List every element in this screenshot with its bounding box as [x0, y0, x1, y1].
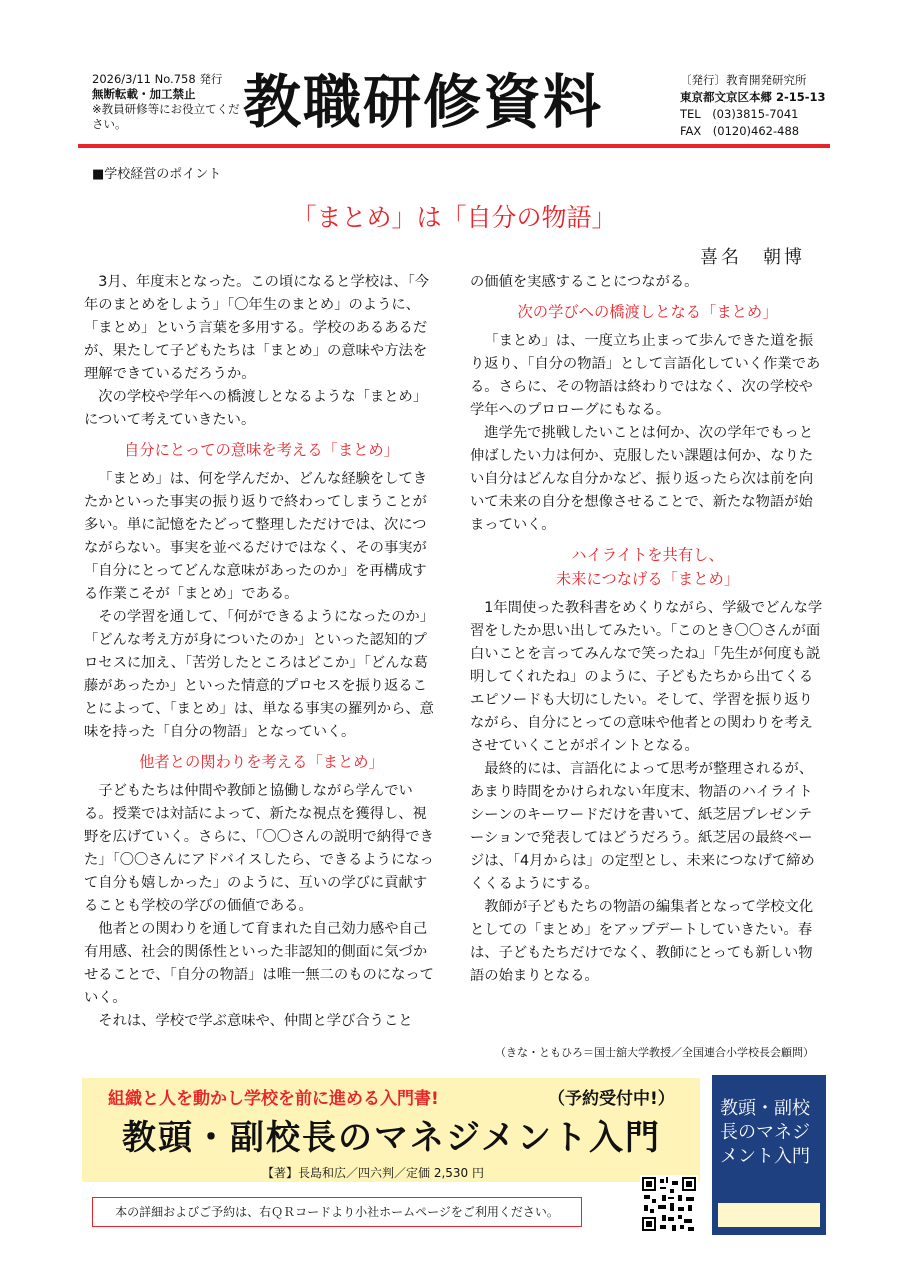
subheading-line: ハイライトを共有し、 — [571, 546, 724, 564]
issue-date-number: 2026/3/11 No.758 発行 — [92, 72, 223, 86]
paragraph: 他者との関わりを通して育まれた自己効力感や自己有用感、社会的関係性といった非認知的側面に気づかせることで、「自分の物語」は唯一無二のものになっていく。 — [84, 921, 434, 1006]
publisher-address: 東京都文京区本郷 2-15-13 — [680, 90, 826, 104]
ad-tagline: 組織と人を動かし学校を前に進める入門書! — [108, 1089, 439, 1109]
paragraph: 3月、年度末となった。この頃になると学校は、「今年のまとめをしよう」「〇年生のまとめ」のように、「まとめ」という言葉を多用する。学校のあるあるだが、果たして子どもたちは「まとめ」の意味や方法を理解できているだろうか。 — [84, 274, 430, 382]
header-divider — [78, 144, 830, 148]
paragraph: 「まとめ」は、何を学んだか、どんな経験をしてきたかといった事実の振り返りで終わってしまうことが多い。単に記憶をたどって整理しただけでは、次につながらない。事実を並べるだけではなく、その事実が「自分にとってどんな意味があったのか」を再構成する作業こそが「まとめ」である。 — [84, 471, 428, 602]
ad-book-title: 教頭・副校長のマネジメント入門 — [122, 1118, 661, 1158]
paragraph: の価値を実感することにつながる。 — [470, 274, 699, 290]
publisher-tel: TEL (03)3815-7041 — [680, 107, 799, 121]
article-column-right — [470, 271, 825, 988]
paragraph: その学習を通して、「何ができるようになったのか」「どんな考え方が身についたのか」といった認知的プロセスに加え、「苦労したところはどこか」「どんな葛藤があったか」といった情意的プロセスを振り返ることによって、「まとめ」は、単なる事実の羅列から、意味を持った「自分の物語」となっていく。 — [84, 609, 434, 740]
article-author: 喜名 朝博 — [700, 247, 805, 268]
article-column-left — [84, 271, 439, 1033]
copyright-notice: 無断転載・加工禁止 — [92, 87, 196, 101]
section-label: ■学校経営のポイント — [92, 167, 222, 182]
subheading: 他者との関わりを考える「まとめ」 — [139, 753, 384, 771]
book-cover[interactable] — [712, 1075, 826, 1235]
newsletter-title: 教職研修資料 — [243, 68, 604, 136]
publisher-name: 〔発行〕教育開発研究所 — [680, 73, 807, 87]
ad-reservation: （予約受付中!） — [548, 1089, 675, 1109]
ad-detail-box: 本の詳細およびご予約は、右ＱＲコードより小社ホームページをご利用ください。 — [92, 1197, 582, 1227]
subheading — [470, 543, 825, 591]
article-headline: 「まとめ」は「自分の物語」 — [291, 203, 617, 232]
author-credit: （きな・ともひろ＝国士舘大学教授／全国連合小学校長会顧問） — [495, 1046, 814, 1059]
publisher-info — [680, 72, 826, 140]
usage-note: ※教員研修等にお役立てください。 — [92, 102, 240, 131]
paragraph: 1年間使った教科書をめくりながら、学級でどんな学習をしたか思い出してみたい。「このとき〇〇さんが面白いことを言ってみんなで笑ったね」「先生が何度も説明してくれたね」のように、子どもたちから出てくるエピソードも大切にしたい。そして、学習を振り返りながら、自分にとっての意味や他者との関わりを考えさせていくことがポイントとなる。 — [470, 600, 823, 754]
paragraph: 「まとめ」は、一度立ち止まって歩んできた道を振り返り、「自分の物語」として言語化していく作業である。さらに、その物語は終わりではなく、次の学校や学年へのプロローグにもなる。 — [470, 333, 821, 418]
paragraph: それは、学校で学ぶ意味や、仲間と学び合うこと — [98, 1013, 413, 1029]
qr-code-icon[interactable] — [640, 1175, 698, 1233]
paragraph: 教師が子どもたちの物語の編集者となって学校文化としての「まとめ」をアップデートしていきたい。春は、子どもたちだけでなく、教師にとっても新しい物語の始まりとなる。 — [470, 899, 814, 984]
paragraph: 子どもたちは仲間や教師と協働しながら学んでいる。授業では対話によって、新たな視点を獲得し、視野を広げていく。さらに、「〇〇さんの説明で納得できた」「〇〇さんにアドバイスしたら、できるようになって自分も嬉しかった」のように、互いの学びに貢献することも学校の学びの価値である。 — [84, 783, 434, 914]
book-cover-band — [718, 1203, 820, 1227]
paragraph: 次の学校や学年への橋渡しとなるような「まとめ」について考えていきたい。 — [84, 389, 428, 428]
paragraph: 最終的には、言語化によって思考が整理されるが、あまり時間をかけられない年度末、物語のハイライトシーンのキーワードだけを書いて、紙芝居プレゼンテーションで発表してはどうだろう。紙芝居の最終ページは、「4月からは」の定型とし、未来につなげて締めくくるようにする。 — [470, 761, 815, 892]
ad-book-info: 【著】長島和広／四六判／定価 2,530 円 — [262, 1166, 484, 1180]
subheading: 自分にとっての意味を考える「まとめ」 — [123, 441, 400, 459]
subheading: 次の学びへの橋渡しとなる「まとめ」 — [517, 303, 778, 321]
subheading-line: 未来につなげる「まとめ」 — [555, 570, 740, 588]
publisher-fax: FAX (0120)462-488 — [680, 124, 800, 138]
book-cover-title: 教頭・副校長のマネジメント入門 — [720, 1098, 810, 1167]
issue-meta — [92, 72, 242, 132]
paragraph: 進学先で挑戦したいことは何か、次の学年でもっと伸ばしたい力は何か、克服したい課題は何か、なりたい自分はどんな自分かなど、振り返ったら次は前を向いて未来の自分を想像させることで、新たな物語が始まっていく。 — [470, 425, 814, 533]
